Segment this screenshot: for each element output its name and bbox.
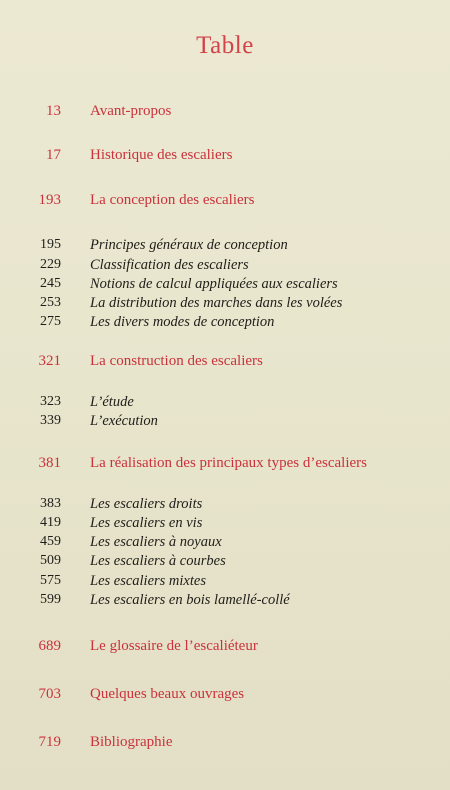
toc-chapter-entry	[0, 638, 450, 660]
page-number: 195	[40, 237, 61, 252]
section-title: Notions de calcul appliquées aux escaliers	[90, 276, 338, 292]
page-number: 193	[38, 192, 61, 208]
section-title: Les divers modes de conception	[90, 314, 275, 330]
toc-chapter-entry	[0, 686, 450, 708]
toc-subentry	[0, 413, 450, 435]
page-number: 339	[40, 413, 61, 428]
page-number: 703	[38, 686, 61, 702]
page-number: 719	[38, 734, 61, 750]
section-title: Les escaliers droits	[90, 496, 203, 512]
section-title: Les escaliers en bois lamellé-collé	[90, 592, 290, 608]
toc-chapter-entry	[0, 147, 450, 169]
page-number: 245	[40, 276, 61, 291]
page-number: 253	[40, 295, 61, 310]
toc-subentry	[0, 237, 450, 259]
section-title: La distribution des marches dans les volées	[90, 295, 343, 311]
page-title: Table	[196, 32, 254, 59]
page-number: 229	[40, 257, 61, 272]
page-number: 321	[38, 353, 61, 369]
toc-chapter-entry	[0, 455, 450, 477]
page-number: 383	[40, 496, 61, 511]
toc-chapter-entry	[0, 103, 450, 125]
section-title: L’étude	[90, 394, 134, 410]
page-number: 17	[46, 147, 61, 163]
page-number: 599	[40, 592, 61, 607]
section-title: Principes généraux de conception	[90, 237, 288, 253]
page-number: 13	[46, 103, 61, 119]
chapter-title: Le glossaire de l’escaliéteur	[90, 638, 258, 654]
chapter-title: Bibliographie	[90, 734, 173, 750]
chapter-title: Avant-propos	[90, 103, 172, 119]
toc-subentry	[0, 553, 450, 575]
section-title: Les escaliers en vis	[90, 515, 203, 531]
toc-subentry	[0, 592, 450, 614]
toc-chapter-entry	[0, 192, 450, 214]
chapter-title: Quelques beaux ouvrages	[90, 686, 245, 702]
page-number: 459	[40, 534, 61, 549]
toc-chapter-entry	[0, 734, 450, 756]
section-title: Les escaliers à noyaux	[90, 534, 222, 550]
page-number: 509	[40, 553, 61, 568]
section-title: Les escaliers mixtes	[90, 573, 206, 589]
chapter-title: La conception des escaliers	[90, 192, 255, 208]
toc-chapter-entry	[0, 353, 450, 375]
page-number: 575	[40, 573, 61, 588]
toc-subentry	[0, 314, 450, 336]
page-number: 419	[40, 515, 61, 530]
section-title: L’exécution	[90, 413, 158, 429]
page-number: 275	[40, 314, 61, 329]
page-number: 323	[40, 394, 61, 409]
page-number: 689	[38, 638, 61, 654]
page-number: 381	[38, 455, 61, 471]
section-title: Classification des escaliers	[90, 257, 249, 273]
chapter-title: La réalisation des principaux types d’escaliers	[90, 455, 367, 471]
chapter-title: Historique des escaliers	[90, 147, 233, 163]
chapter-title: La construction des escaliers	[90, 353, 263, 369]
section-title: Les escaliers à courbes	[90, 553, 226, 569]
